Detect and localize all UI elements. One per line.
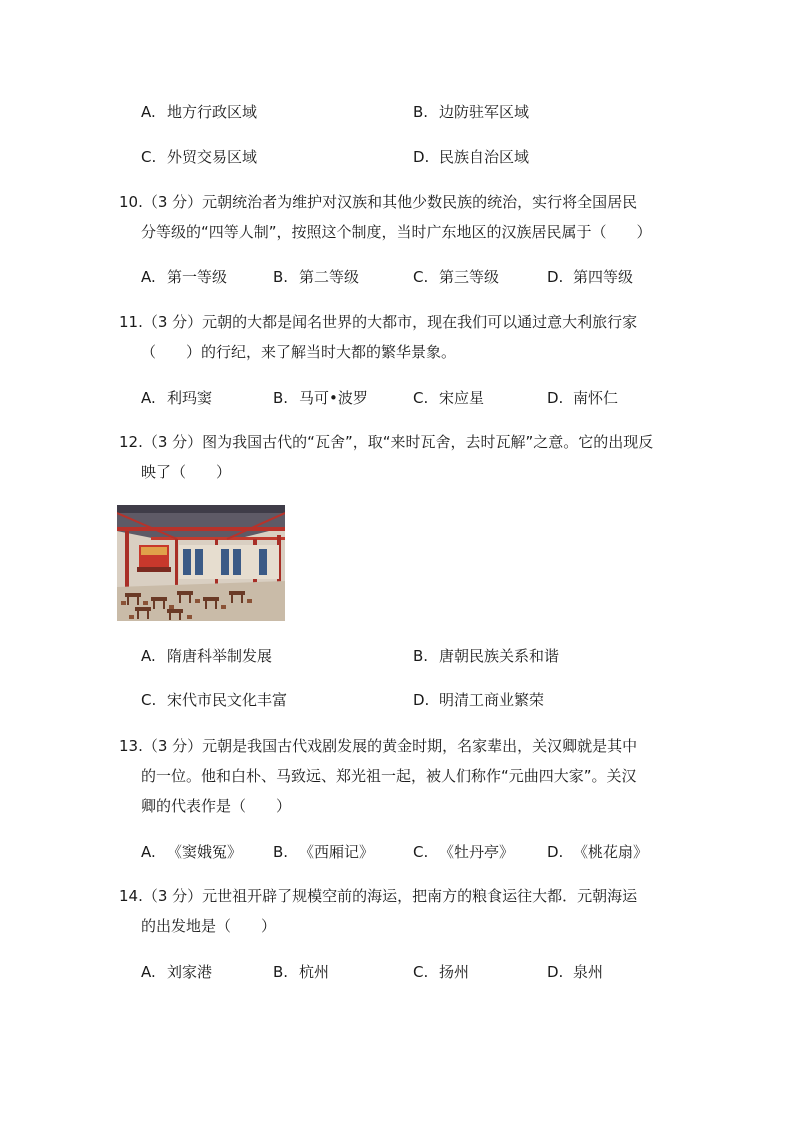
q14-option-b: B. 杭州 xyxy=(273,963,330,981)
q12-option-a: A. 隋唐科举制发展 xyxy=(141,647,273,665)
q9-option-b: B. 边防驻军区域 xyxy=(413,103,530,121)
q9-option-a: A. 地方行政区域 xyxy=(141,103,258,121)
q13-option-b: B. 《西厢记》 xyxy=(273,843,375,861)
q9-option-d: D. 民族自治区域 xyxy=(413,148,530,166)
q12-option-c: C. 宋代市民文化丰富 xyxy=(141,691,288,709)
q12-option-b: B. 唐朝民族关系和谐 xyxy=(413,647,560,665)
q14-option-d: D. 泉州 xyxy=(547,963,604,981)
q13-option-d: D. 《桃花扇》 xyxy=(547,843,649,861)
q12-stem-line2: 映了（ ） xyxy=(141,463,232,481)
q10-option-c: C. 第三等级 xyxy=(413,268,500,286)
q9-option-c: C. 外贸交易区域 xyxy=(141,148,258,166)
q14-option-c: C. 扬州 xyxy=(413,963,470,981)
q13-stem-line1: 13.（3 分）元朝是我国古代戏剧发展的黄金时期，名家辈出，关汉卿就是其中 xyxy=(119,737,638,755)
q11-stem-line2: （ ）的行纪，来了解当时大都的繁华景象。 xyxy=(141,343,457,361)
q11-option-c: C. 宋应星 xyxy=(413,389,485,407)
q11-option-a: A. 利玛窦 xyxy=(141,389,213,407)
q13-stem-line3: 卿的代表作是（ ） xyxy=(141,797,292,815)
q14-option-a: A. 刘家港 xyxy=(141,963,213,981)
q12-stem-line1: 12.（3 分）图为我国古代的“瓦舍”，取“来时瓦舍，去时瓦解”之意。它的出现反 xyxy=(119,433,654,451)
q14-stem-line1: 14.（3 分）元世祖开辟了规模空前的海运，把南方的粮食运往大都．元朝海运 xyxy=(119,887,638,905)
q10-option-d: D. 第四等级 xyxy=(547,268,634,286)
q14-stem-line2: 的出发地是（ ） xyxy=(141,917,277,935)
q12-option-d: D. 明清工商业繁荣 xyxy=(413,691,545,709)
q13-option-a: A. 《窦娥冤》 xyxy=(141,843,243,861)
q13-option-c: C. 《牡丹亭》 xyxy=(413,843,515,861)
q11-option-b: B. 马可•波罗 xyxy=(273,389,368,407)
q10-option-b: B. 第二等级 xyxy=(273,268,360,286)
q10-option-a: A. 第一等级 xyxy=(141,268,228,286)
q10-stem-line2: 分等级的“四等人制”，按照这个制度，当时广东地区的汉族居民属于（ ） xyxy=(141,223,652,241)
q11-option-d: D. 南怀仁 xyxy=(547,389,619,407)
washe-illustration xyxy=(117,505,285,621)
q13-stem-line2: 的一位。他和白朴、马致远、郑光祖一起，被人们称作“元曲四大家”。关汉 xyxy=(141,767,637,785)
q10-stem-line1: 10.（3 分）元朝统治者为维护对汉族和其他少数民族的统治，实行将全国居民 xyxy=(119,193,638,211)
q11-stem-line1: 11.（3 分）元朝的大都是闻名世界的大都市，现在我们可以通过意大利旅行家 xyxy=(119,313,638,331)
